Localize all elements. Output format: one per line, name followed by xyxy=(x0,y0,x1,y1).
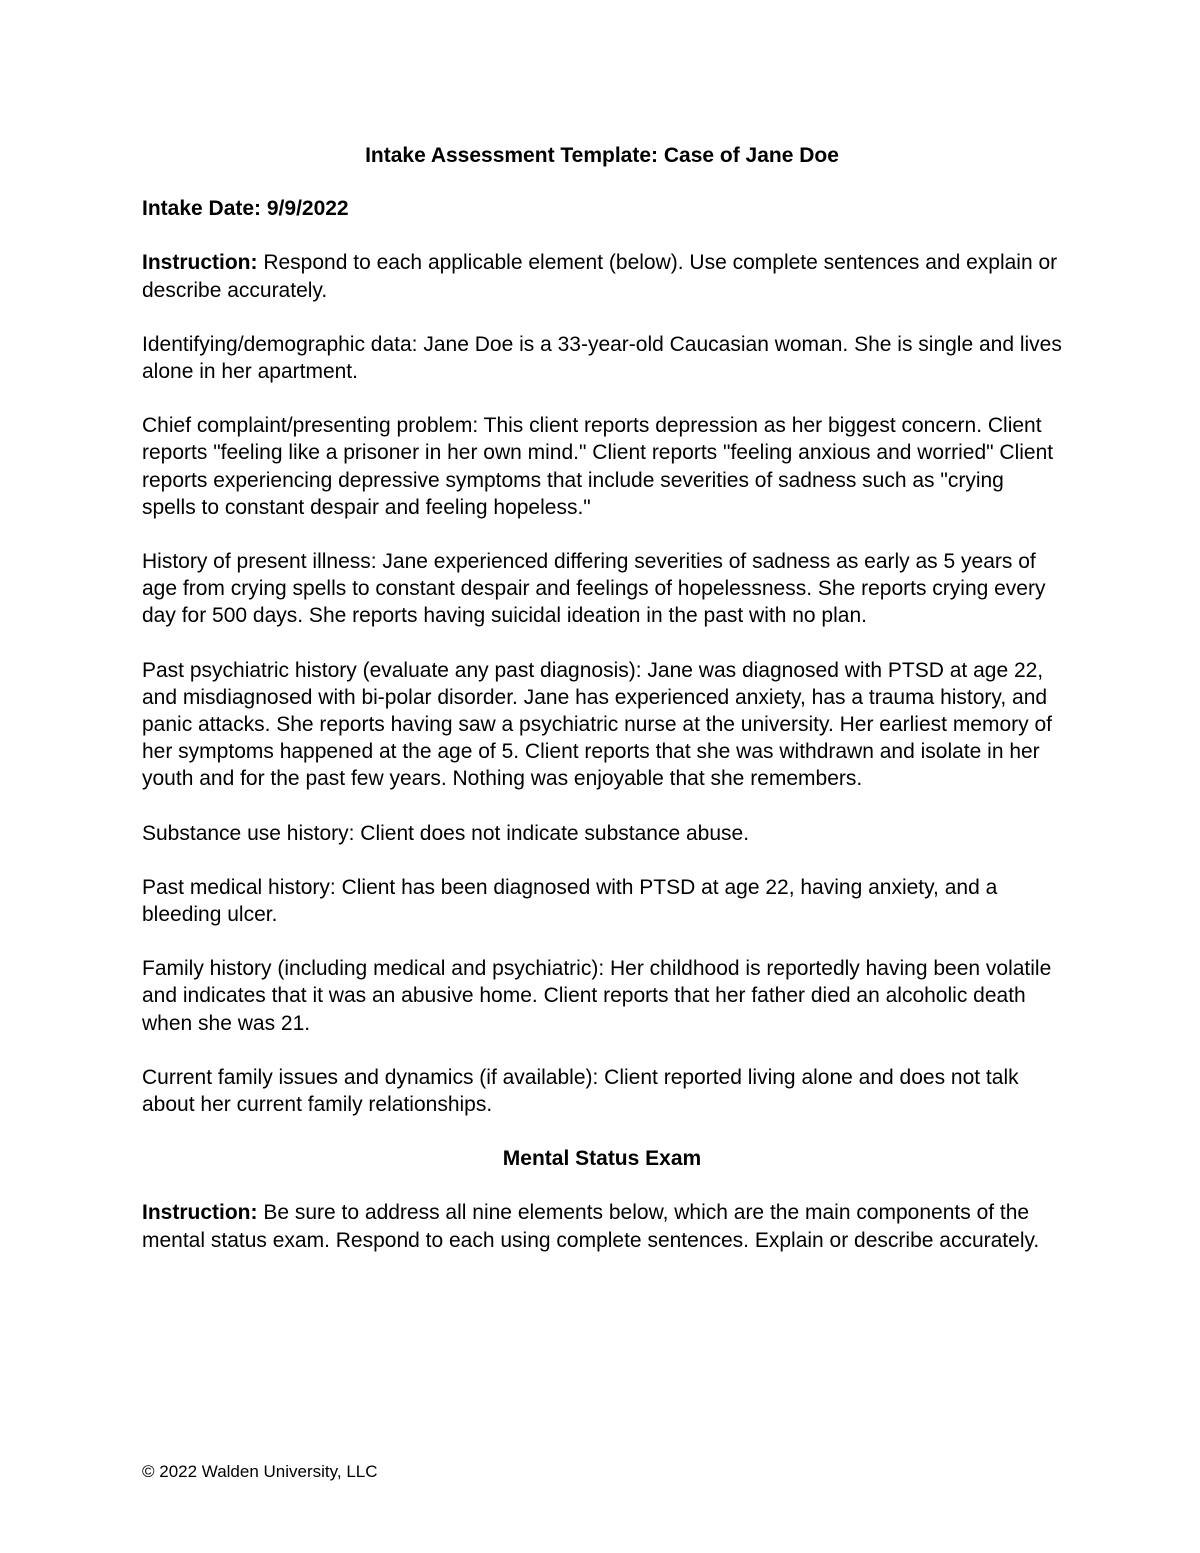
mental-status-exam-heading: Mental Status Exam xyxy=(502,1147,702,1171)
copyright-footer: © 2022 Walden University, LLC xyxy=(142,1462,378,1481)
past-psychiatric-history: Past psychiatric history (evaluate any past diagnosis): Jane was diagnosed with PTSD at age 22, and misdiagnosed with bi-polar disorder. Jane has experienced anxiety, has a trauma history, and panic attacks. She reports having saw a psychiatric nurse at the university. Her earliest memory of her symptoms happened at the age of 5. Client reports that she was withdrawn and isolate in her youth and for the past few years. Nothing was enjoyable that she remembers. xyxy=(142,658,1053,791)
chief-complaint: Chief complaint/presenting problem: This client reports depression as her biggest concern. Client reports "feeling like a prisoner in her own mind." Client reports "feeling anxious and worried" Client reports experiencing depressive symptoms that include severities of sadness such as "crying spells to constant despair and feeling hopeless." xyxy=(142,414,1054,519)
intake-date: Intake Date: 9/9/2022 xyxy=(142,197,349,221)
document-body xyxy=(142,142,1062,1281)
history-of-present-illness: History of present illness: Jane experienced differing severities of sadness as early as 5 years of age from crying spells to constant despair and feelings of hopelessness. She reports crying every day for 500 days. She reports having suicidal ideation in the past with no plan. xyxy=(142,550,1046,628)
mse-instruction-label: Instruction: xyxy=(142,1201,258,1225)
current-family-issues: Current family issues and dynamics (if available): Client reported living alone and does not talk about her current family relationships. xyxy=(142,1065,1019,1117)
instruction-text: Respond to each applicable element (below). Use complete sentences and explain or describe accurately. xyxy=(142,251,1058,302)
instruction-paragraph xyxy=(142,249,1062,303)
mse-instruction-paragraph xyxy=(142,1199,1062,1253)
document-title: Intake Assessment Template: Case of Jane Doe xyxy=(365,144,839,167)
past-medical-history: Past medical history: Client has been diagnosed with PTSD at age 22, having anxiety, and a bleeding ulcer. xyxy=(142,875,998,927)
family-history: Family history (including medical and psychiatric): Her childhood is reportedly having been volatile and indicates that it was an abusive home. Client reports that her father died an alcoholic death when she was 21. xyxy=(142,957,1052,1035)
substance-use-history: Substance use history: Client does not indicate substance abuse. xyxy=(142,821,750,845)
mse-instruction-text: Be sure to address all nine elements below, which are the main components of the mental status exam. Respond to each using complete sentences. Explain or describe accurately. xyxy=(142,1201,1040,1252)
instruction-label: Instruction: xyxy=(142,251,258,275)
identifying-demographic-data: Identifying/demographic data: Jane Doe is a 33-year-old Caucasian woman. She is single and lives alone in her apartment. xyxy=(142,332,1062,384)
